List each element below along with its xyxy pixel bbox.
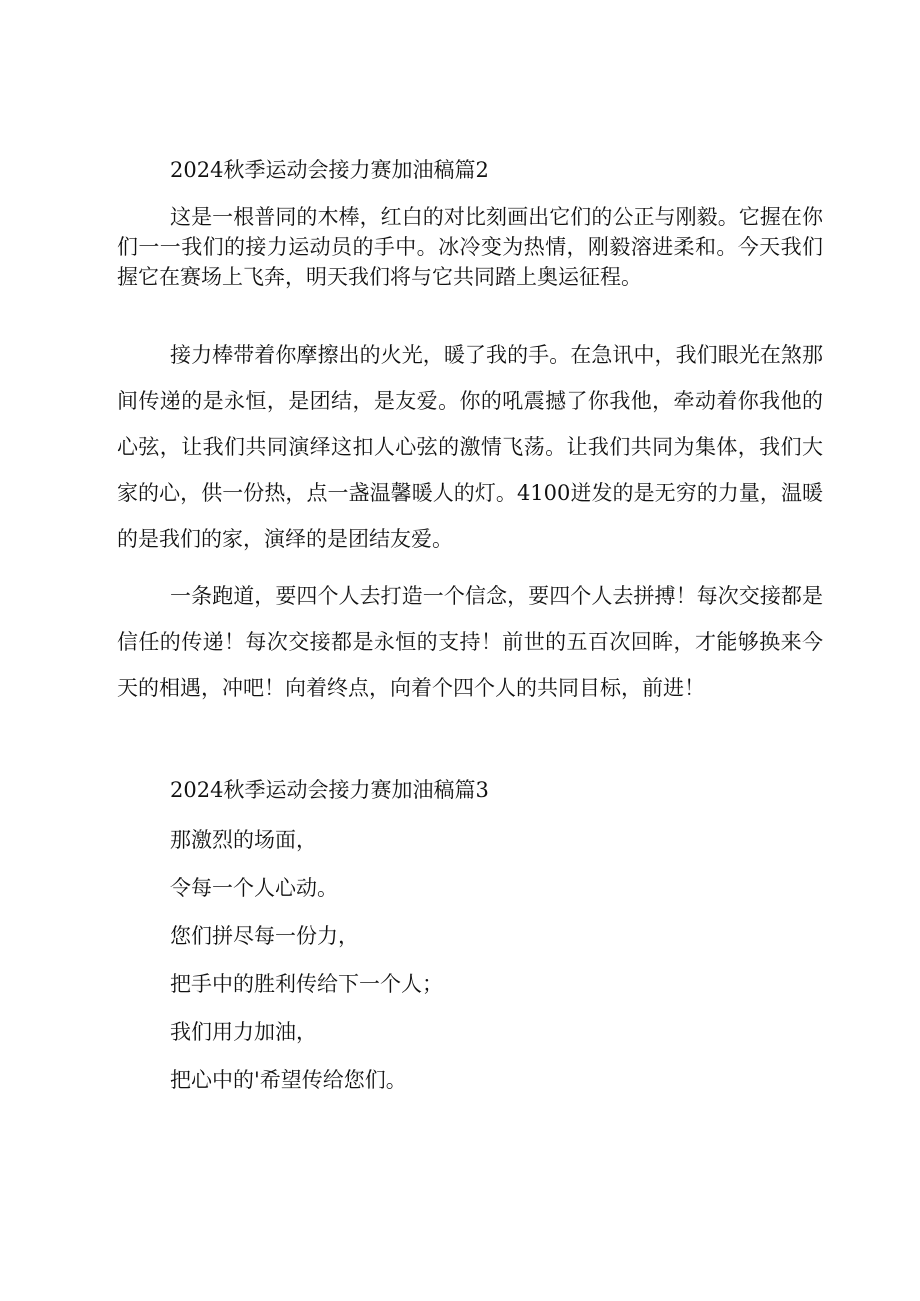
section-2-paragraph-2: 接力棒带着你摩擦出的火光，暖了我的手。在急讯中，我们眼光在煞那间传递的是永恒，是团结，是友爱。你的吼震撼了你我他，牵动着你我他的心弦，让我们共同演绎这扣人心弦的激情飞荡。让我们共同为集体，我们大家的心，供一份热，点一盏温馨暖人的灯。4100迸发的是无穷的力量，温暖的是我们的家，演绎的是团结友爱。 [117,343,823,551]
section-2-heading: 2024秋季运动会接力赛加油稿篇2 [170,158,489,182]
verse-line: 那激烈的场面， [170,828,317,852]
section-3-heading: 2024秋季运动会接力赛加油稿篇3 [170,778,489,802]
verse-line: 把心中的'希望传给您们。 [170,1068,407,1092]
verse-line: 令每一个人心动。 [170,876,338,900]
section-2-paragraph-3: 一条跑道，要四个人去打造一个信念，要四个人去拼搏！每次交接都是信任的传递！每次交接都是永恒的支持！前世的五百次回眸，才能够换来今天的相遇，冲吧！向着终点，向着个四个人的共同目标，前进！ [117,584,823,700]
verse-line: 我们用力加油， [170,1020,317,1044]
verse-line: 您们拼尽每一份力， [170,924,359,948]
verse-line: 把手中的胜利传给下一个人； [170,972,443,996]
section-2-paragraph-1: 这是一根普同的木棒，红白的对比刻画出它们的公正与刚毅。它握在你们一一我们的接力运动员的手中。冰冷变为热情，刚毅溶进柔和。今天我们握它在赛场上飞奔，明天我们将与它共同踏上奥运征程。 [117,205,823,289]
